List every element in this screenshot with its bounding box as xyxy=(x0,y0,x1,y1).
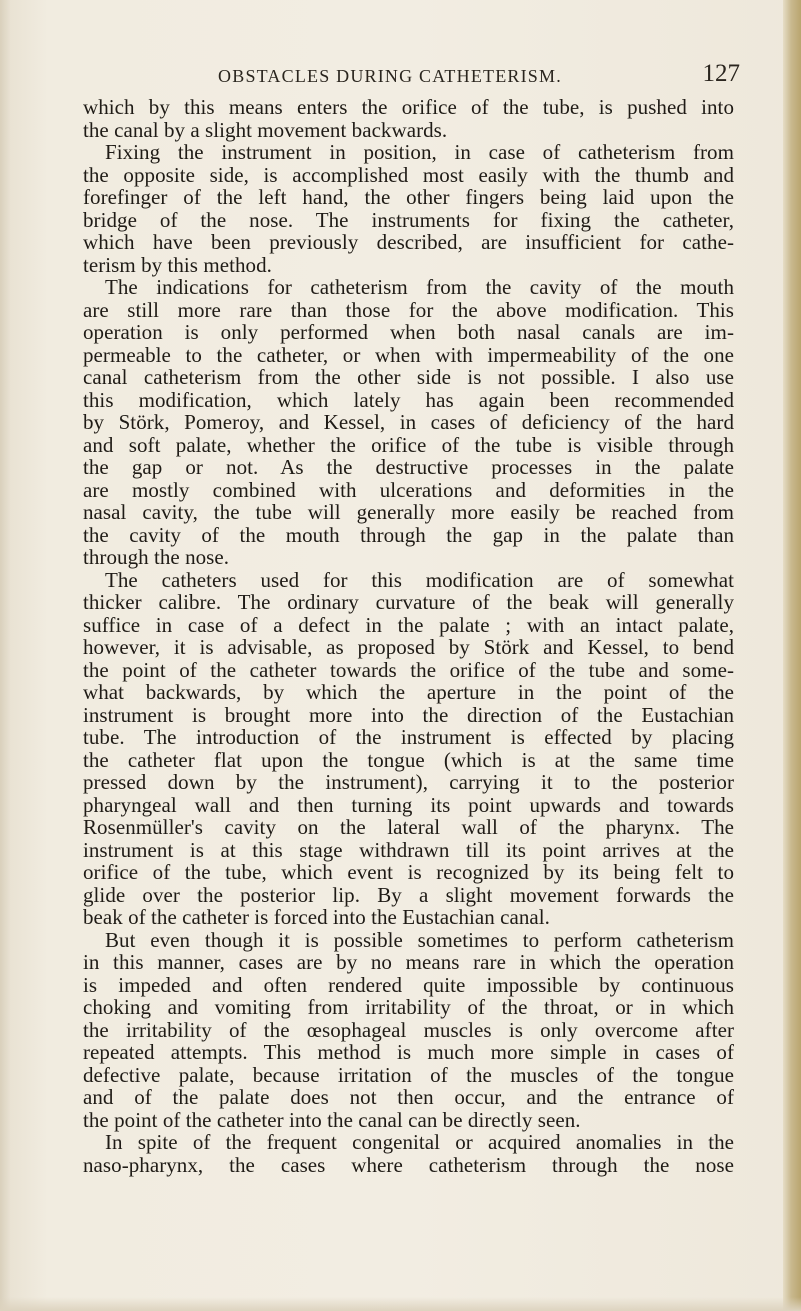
text-line: and soft palate, whether the orifice of the tube is visible through xyxy=(83,432,734,457)
text-line: this modification, which lately has again been recommended xyxy=(83,387,734,412)
text-line: repeated attempts. This method is much more simple in cases of xyxy=(83,1040,734,1064)
text-line: glide over the posterior lip. By a slight movement forwards the xyxy=(83,882,734,907)
text-line: are still more rare than those for the above modification. This xyxy=(83,297,734,322)
text-line: pharyngeal wall and then turning its point upwards and towards xyxy=(83,792,734,817)
text-line: naso-pharynx, the cases where catheterism through the nose xyxy=(83,1152,734,1177)
text-line: Fixing the instrument in position, in case of catheterism from xyxy=(105,140,734,164)
text-line: terism by this method. xyxy=(83,252,272,277)
text-line: nasal cavity, the tube will generally more easily be reached from xyxy=(83,500,734,524)
text-line: The indications for catheterism from the cavity of the mouth xyxy=(105,275,734,299)
text-line: is impeded and often rendered quite impossible by continuous xyxy=(83,972,734,997)
text-line: and of the palate does not then occur, and the entrance of xyxy=(83,1085,734,1109)
text-line: the point of the catheter towards the orifice of the tube and some- xyxy=(83,657,734,682)
text-line: instrument is brought more into the direction of the Eustachian xyxy=(83,702,734,727)
text-line: defective palate, because irritation of the muscles of the tongue xyxy=(83,1062,734,1087)
text-line: the irritability of the œsophageal muscles is only overcome after xyxy=(83,1017,734,1042)
text-line: But even though it is possible sometimes to perform catheterism xyxy=(105,927,734,952)
text-line: what backwards, by which the aperture in the point of the xyxy=(83,680,734,704)
text-line: bridge of the nose. The instruments for fixing the catheter, xyxy=(83,207,734,232)
text-line: choking and vomiting from irritability of the throat, or in which xyxy=(83,995,734,1019)
text-line: The catheters used for this modification are of somewhat xyxy=(105,567,734,592)
page-number: 127 xyxy=(702,60,740,87)
text-line: orifice of the tube, which event is recognized by its being felt to xyxy=(83,860,734,884)
text-line: permeable to the catheter, or when with impermeability of the one xyxy=(83,342,734,367)
text-line: the canal by a slight movement backwards. xyxy=(83,117,448,142)
text-line: operation is only performed when both nasal canals are im- xyxy=(83,320,734,344)
text-line: Rosenmüller's cavity on the lateral wall of the pharynx. The xyxy=(83,815,734,839)
page-gutter-shadow xyxy=(0,0,10,1311)
text-line: In spite of the frequent congenital or acquired anomalies in the xyxy=(105,1130,734,1154)
text-line: beak of the catheter is forced into the Eustachian canal. xyxy=(83,905,550,929)
running-head: OBSTACLES DURING CATHETERISM. xyxy=(218,66,562,86)
text-line: canal catheterism from the other side is not possible. I also use xyxy=(83,365,734,389)
text-line: the gap or not. As the destructive processes in the palate xyxy=(83,455,734,479)
text-line: the catheter flat upon the tongue (which is at the same time xyxy=(83,747,734,772)
text-line: tube. The introduction of the instrument is effected by placing xyxy=(83,725,734,749)
text-line: are mostly combined with ulcerations and deformities in the xyxy=(83,477,734,502)
body-text xyxy=(83,96,734,1176)
text-line: which have been previously described, are insufficient for cathe- xyxy=(83,230,734,254)
page-header xyxy=(40,60,740,90)
page-edge xyxy=(783,0,801,1311)
text-line: pressed down by the instrument), carrying it to the posterior xyxy=(83,770,734,794)
text-line: thicker calibre. The ordinary curvature of the beak will generally xyxy=(83,590,734,614)
text-line: the cavity of the mouth through the gap in the palate than xyxy=(83,522,734,547)
text-line: instrument is at this stage withdrawn till its point arrives at the xyxy=(83,837,734,862)
text-line: the opposite side, is accomplished most easily with the thumb and xyxy=(83,162,734,187)
text-line: by Störk, Pomeroy, and Kessel, in cases of deficiency of the hard xyxy=(83,410,734,434)
text-line: which by this means enters the orifice of the tube, is pushed into xyxy=(83,95,734,119)
text-line: in this manner, cases are by no means rare in which the operation xyxy=(83,950,734,974)
text-line: forefinger of the left hand, the other fingers being laid upon the xyxy=(83,185,734,209)
text-line: however, it is advisable, as proposed by Störk and Kessel, to bend xyxy=(83,635,734,659)
page-bottom-shadow xyxy=(0,1297,801,1311)
text-line: the point of the catheter into the canal can be directly seen. xyxy=(83,1107,581,1132)
text-line: suffice in case of a defect in the palate ; with an intact palate, xyxy=(83,612,734,637)
text-line: through the nose. xyxy=(83,545,230,569)
